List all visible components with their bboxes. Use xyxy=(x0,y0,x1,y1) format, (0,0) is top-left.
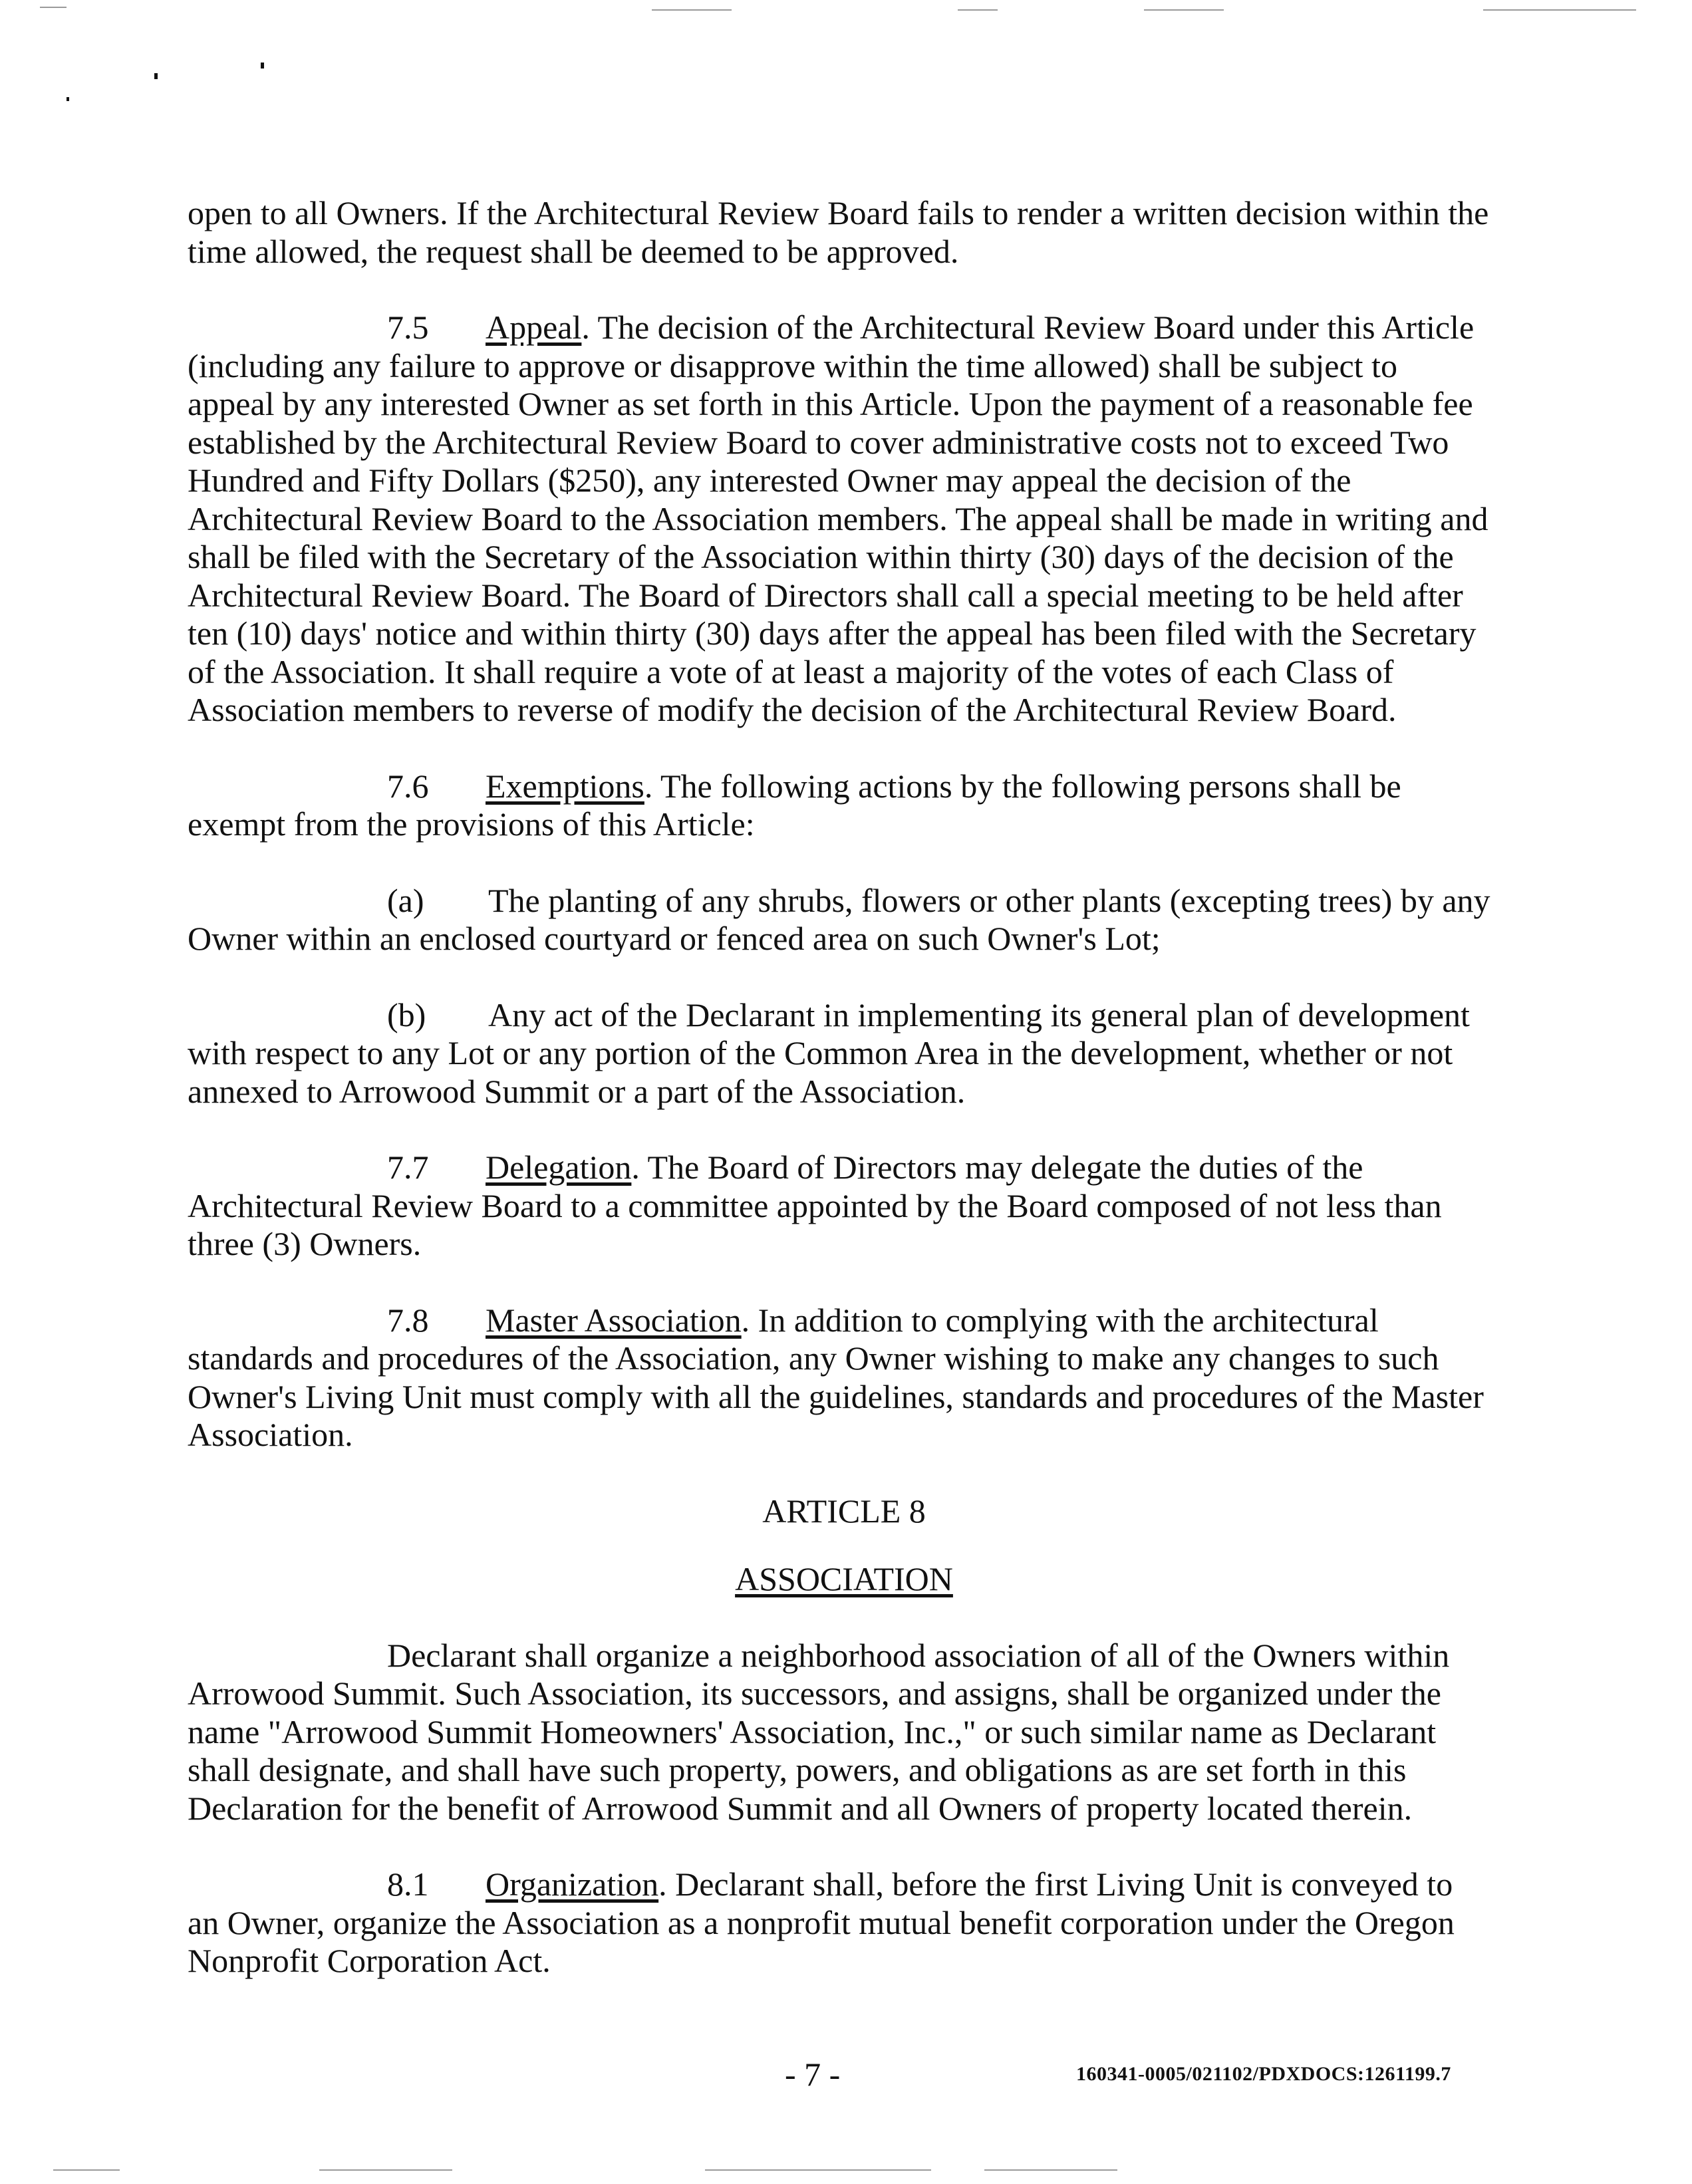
subsection-text: The planting of any shrubs, flowers or other plants (excepting trees) by any Owner within an enclosed courtyard or fenced area on such Owner's Lot; xyxy=(188,881,1490,957)
article-8-intro: Declarant shall organize a neighborhood association of all of the Owners within Arrowood Summit. Such Association, its successors, and assigns, shall be organized under the name "Arrowood Summit Homeowners' Association, Inc.," or such similar name as Declarant shall designate, and shall have such property, powers, and obligations as are set forth in this Declaration for the benefit of Arrowood Summit and all Owners of property located therein. xyxy=(188,1636,1450,1827)
article-title: ARTICLE 8 xyxy=(762,1492,926,1530)
scan-speck-3 xyxy=(67,97,69,101)
subsection-7-6-b xyxy=(188,996,1491,1111)
section-text: . The Board of Directors may delegate the duties of the Architectural Review Board to a committee appointed by the Board composed of not less than three (3) Owners. xyxy=(188,1149,1442,1262)
subsection-label: (b) xyxy=(387,996,426,1033)
section-number: 7.5 xyxy=(387,309,429,346)
page-number: - 7 - xyxy=(785,2056,841,2093)
section-8-1 xyxy=(188,1865,1491,1980)
scan-artifact-bottom-1 xyxy=(53,2169,120,2171)
document-body xyxy=(188,194,1491,2018)
scan-artifact-top-5 xyxy=(1483,9,1636,11)
section-text: . The decision of the Architectural Review Board under this Article (including any failure to approve or disapprove within the time allowed) shall be subject to appeal by any interested Owner as set forth in this Article. Upon the payment of a reasonable fee established by the Architectural Review Board to cover administrative costs not to exceed Two Hundred and Fifty Dollars ($250), any interested Owner may appeal the decision of the Architectural Review Board to the Association members. The appeal shall be made in writing and shall be filed with the Secretary of the Association within thirty (30) days of the decision of the Architectural Review Board. The Board of Directors shall call a special meeting to be held after ten (10) days' notice and within thirty (30) days after the appeal has been filed with the Secretary of the Association. It shall require a vote of at least a majority of the votes of each Class of Association members to reverse of modify the decision of the Architectural Review Board. xyxy=(188,309,1488,728)
section-number: 7.6 xyxy=(387,767,429,805)
section-heading: Appeal xyxy=(486,309,582,346)
scan-speck-1 xyxy=(154,73,158,79)
section-7-7 xyxy=(188,1149,1491,1264)
section-7-5 xyxy=(188,309,1491,730)
section-heading: Exemptions xyxy=(486,767,644,805)
paragraph-continuation: open to all Owners. If the Architectural Review Board fails to render a written decision within the time allowed, the request shall be deemed to be approved. xyxy=(188,194,1489,270)
section-heading: Delegation xyxy=(486,1149,632,1186)
section-number: 8.1 xyxy=(387,1865,429,1903)
section-heading: Master Association xyxy=(486,1301,742,1339)
scan-artifact-top-4 xyxy=(1144,9,1224,11)
section-number: 7.8 xyxy=(387,1301,429,1339)
subsection-7-6-a xyxy=(188,882,1491,958)
scan-artifact-top-2 xyxy=(652,9,732,11)
section-text: . In addition to complying with the architectural standards and procedures of the Association, any Owner wishing to make any changes to such Owner's Living Unit must comply with all the guidelines, standards and procedures of the Master Association. xyxy=(188,1301,1484,1453)
section-text: . The following actions by the following persons shall be exempt from the provisions of this Article: xyxy=(188,767,1401,843)
article-subtitle: ASSOCIATION xyxy=(735,1560,953,1597)
section-number: 7.7 xyxy=(387,1149,429,1186)
scan-artifact-top-3 xyxy=(958,9,998,11)
section-heading: Organization xyxy=(486,1865,659,1903)
subsection-label: (a) xyxy=(387,881,424,919)
scan-artifact-bottom-4 xyxy=(984,2169,1117,2171)
subsection-text: Any act of the Declarant in implementing its general plan of development with respect to any Lot or any portion of the Common Area in the development, whether or not annexed to Arrowood Summit or a part of the Association. xyxy=(188,996,1470,1110)
section-7-6 xyxy=(188,767,1491,844)
section-text: . Declarant shall, before the first Living Unit is conveyed to an Owner, organize the Association as a nonprofit mutual benefit corporation under the Oregon Nonprofit Corporation Act. xyxy=(188,1865,1455,1979)
section-7-8 xyxy=(188,1301,1491,1454)
document-id: 160341-0005/021102/PDXDOCS:1261199.7 xyxy=(1076,2063,1451,2085)
scan-artifact-bottom-3 xyxy=(705,2169,931,2171)
scan-artifact-top-1 xyxy=(40,7,67,8)
scan-artifact-bottom-2 xyxy=(319,2169,452,2171)
scan-speck-2 xyxy=(261,63,264,68)
